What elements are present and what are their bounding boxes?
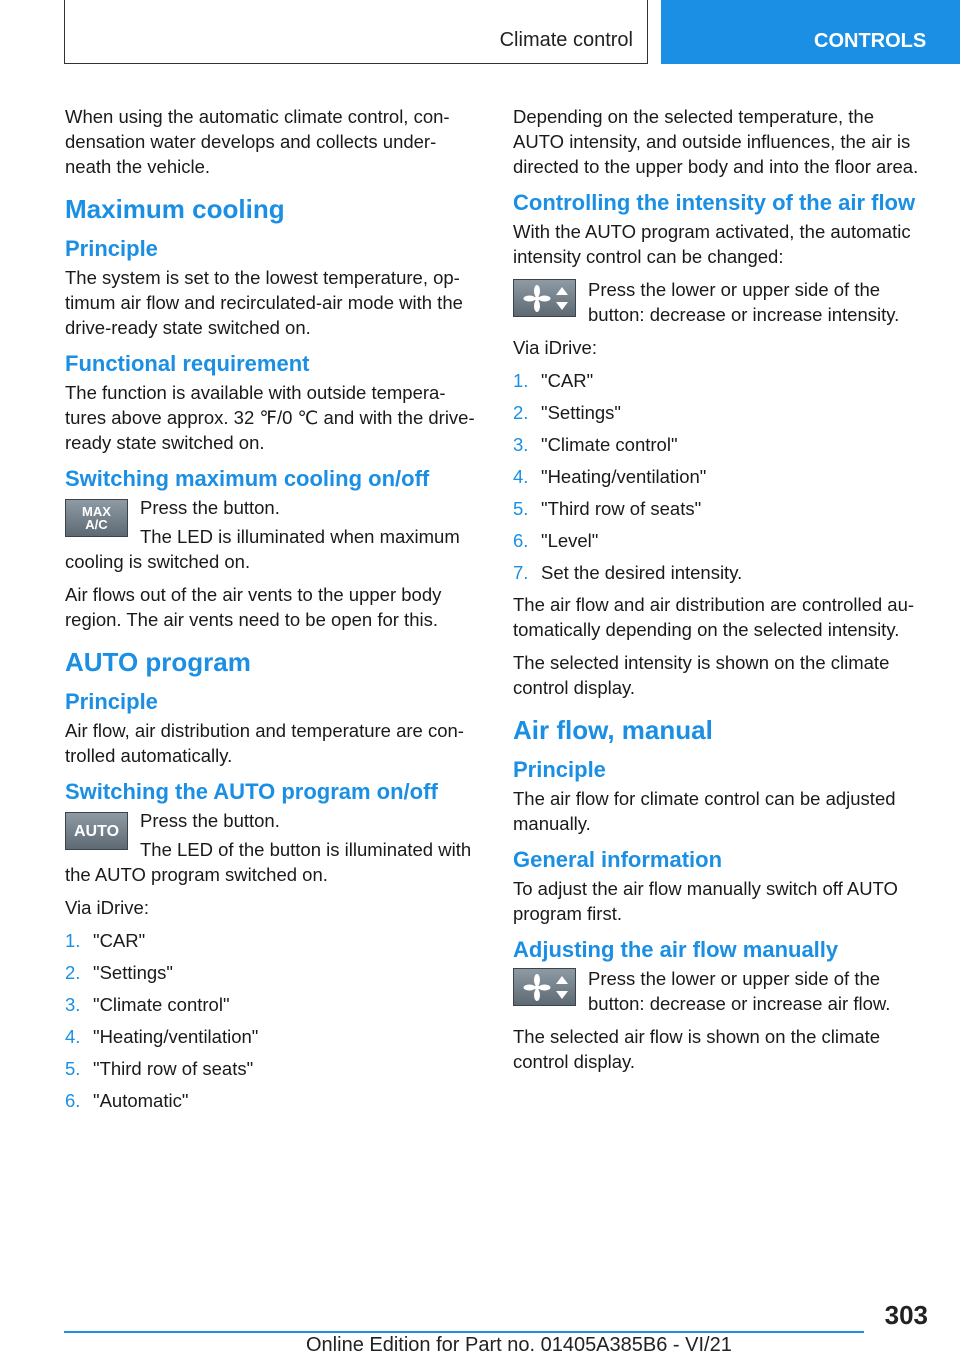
auto-principle-text: Air flow, air distribution and temperature are con-trolled automatically. xyxy=(65,720,464,766)
step-number: 2. xyxy=(513,402,529,423)
step-text: "CAR" xyxy=(93,930,146,951)
intensity-text: With the AUTO program activated, the automatic intensity control can be changed: xyxy=(513,221,911,267)
chapter-tab-label: CONTROLS xyxy=(814,30,927,52)
step-number: 3. xyxy=(513,434,529,455)
step-number: 1. xyxy=(65,930,81,951)
air-flow-manual-heading: Air flow, manual xyxy=(513,715,713,745)
list-item xyxy=(513,560,927,585)
auto-press-text: Press the button. xyxy=(140,810,280,831)
step-number: 2. xyxy=(65,962,81,983)
step-text: "Third row of seats" xyxy=(541,498,702,519)
max-ac-button-icon xyxy=(65,499,128,537)
footer-divider xyxy=(64,1331,864,1333)
max-cooling-switch-heading: Switching maximum cooling on/off xyxy=(65,466,430,491)
auto-principle-heading: Principle xyxy=(65,689,158,714)
step-text: "Settings" xyxy=(93,962,173,983)
intensity-steps-list xyxy=(513,368,927,585)
step-text: "Level" xyxy=(541,530,599,551)
auto-switch-heading: Switching the AUTO program on/off xyxy=(65,779,438,804)
intensity-via-idrive: Via iDrive: xyxy=(513,337,597,358)
list-item xyxy=(65,928,479,953)
step-number: 7. xyxy=(513,562,529,583)
general-info-heading: General information xyxy=(513,847,723,872)
auto-via-idrive: Via iDrive: xyxy=(65,897,149,918)
step-text: "Settings" xyxy=(541,402,621,423)
step-number: 4. xyxy=(513,466,529,487)
functional-requirement-heading: Functional requirement xyxy=(65,351,310,376)
step-text: "Climate control" xyxy=(93,994,230,1015)
max-ac-instruction xyxy=(65,495,479,574)
list-item xyxy=(65,1024,479,1049)
list-item xyxy=(513,368,927,393)
intensity-heading: Controlling the intensity of the air flow xyxy=(513,190,916,215)
functional-requirement-text: The function is available with outside tempera-tures above approx. 32 ℉/0 ℃ and with the drive-ready state switched on. xyxy=(65,382,475,453)
list-item xyxy=(513,528,927,553)
manual-principle-heading: Principle xyxy=(513,757,606,782)
max-cooling-principle-heading: Principle xyxy=(65,236,158,261)
max-ac-led-text: The LED is illuminated when maximum cooling is switched on. xyxy=(65,526,460,572)
auto-button-label: AUTO xyxy=(73,822,120,840)
list-item xyxy=(513,464,927,489)
page-number: 303 xyxy=(884,1300,928,1330)
max-cooling-heading: Maximum cooling xyxy=(65,194,285,224)
air-flow-display-text: The selected air flow is shown on the climate control display. xyxy=(513,1026,881,1072)
list-item xyxy=(513,432,927,457)
step-text: "CAR" xyxy=(541,370,594,391)
fan-rocker-icon xyxy=(513,279,576,317)
step-number: 5. xyxy=(65,1058,81,1079)
left-column xyxy=(65,104,479,1120)
intro-text: When using the automatic climate control, con-densation water develops and collects under-neath the vehicle. xyxy=(65,106,450,177)
general-info-text: To adjust the air flow manually switch off AUTO program first. xyxy=(513,878,898,924)
auto-steps-list xyxy=(65,928,479,1113)
edition-footer: Online Edition for Part no. 01405A385B6 - VI/21 xyxy=(306,1334,732,1356)
step-text: "Third row of seats" xyxy=(93,1058,254,1079)
fan-rocker-icon xyxy=(513,968,576,1006)
step-text: "Automatic" xyxy=(93,1090,189,1111)
max-ac-button-label: MAX A/C xyxy=(82,504,111,532)
max-cooling-principle-text: The system is set to the lowest temperature, op-timum air flow and recirculated-air mode with the drive-ready state switched on. xyxy=(65,267,463,338)
list-item xyxy=(65,1088,479,1113)
max-cooling-air-text: Air flows out of the air vents to the upper body region. The air vents need to be open for this. xyxy=(65,584,442,630)
manual-principle-text: The air flow for climate control can be adjusted manually. xyxy=(513,788,896,834)
step-text: "Heating/ventilation" xyxy=(93,1026,259,1047)
list-item xyxy=(65,960,479,985)
list-item xyxy=(65,1056,479,1081)
auto-instruction xyxy=(65,808,479,887)
max-ac-press-text: Press the button. xyxy=(140,497,280,518)
list-item xyxy=(65,992,479,1017)
auto-button-icon xyxy=(65,812,128,850)
page-header xyxy=(0,0,960,66)
step-text: "Heating/ventilation" xyxy=(541,466,707,487)
auto-led-text: The LED of the button is illuminated with the AUTO program switched on. xyxy=(65,839,472,885)
intensity-press-text: Press the lower or upper side of the button: decrease or increase intensity. xyxy=(588,279,900,325)
intensity-instruction xyxy=(513,277,927,327)
adjust-air-flow-heading: Adjusting the air flow manually xyxy=(513,937,839,962)
step-number: 6. xyxy=(513,530,529,551)
air-direction-text: Depending on the selected temperature, the AUTO intensity, and outside influences, the air is directed to the upper body and into the floor area. xyxy=(513,106,919,177)
step-number: 3. xyxy=(65,994,81,1015)
right-column xyxy=(513,104,927,1082)
header-frame xyxy=(64,0,648,64)
air-flow-instruction xyxy=(513,966,927,1016)
step-number: 5. xyxy=(513,498,529,519)
chapter-tab xyxy=(661,0,960,64)
section-title: Climate control xyxy=(499,29,633,51)
intensity-after-text: The air flow and air distribution are controlled au-tomatically depending on the selected intensity. xyxy=(513,594,915,640)
step-text: Set the desired intensity. xyxy=(541,562,743,583)
intensity-display-text: The selected intensity is shown on the climate control display. xyxy=(513,652,890,698)
step-number: 1. xyxy=(513,370,529,391)
list-item xyxy=(513,496,927,521)
list-item xyxy=(513,400,927,425)
step-text: "Climate control" xyxy=(541,434,678,455)
step-number: 6. xyxy=(65,1090,81,1111)
air-flow-press-text: Press the lower or upper side of the button: decrease or increase air flow. xyxy=(588,968,891,1014)
auto-program-heading: AUTO program xyxy=(65,647,251,677)
step-number: 4. xyxy=(65,1026,81,1047)
